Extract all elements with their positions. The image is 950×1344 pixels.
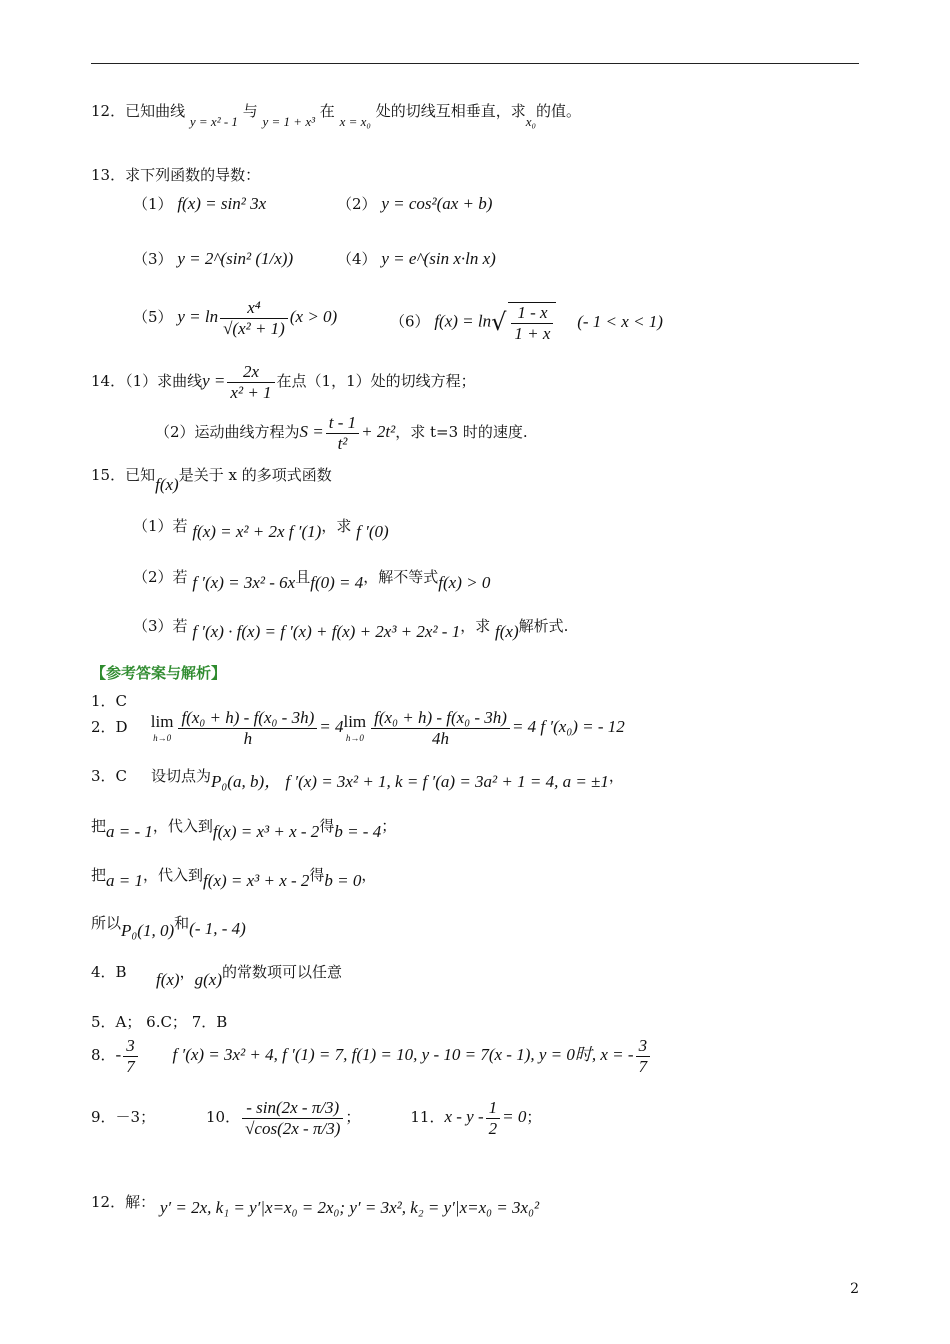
answer-label: 2．D [91, 718, 128, 737]
b2-pre: 把 [91, 866, 107, 884]
b2-mid: ，代入到 [143, 866, 204, 884]
q12-text: 已知曲线 [125, 102, 186, 120]
b1-a: a = - 1 [106, 822, 153, 841]
item-expr-post: (- 1 < x < 1) [577, 311, 663, 331]
q15-p2-ineq: f(x) > 0 [438, 573, 491, 592]
fraction [123, 1036, 138, 1076]
numerator: 1 - x [511, 303, 553, 324]
q14-p1-label: （1）求曲线 [125, 372, 203, 391]
answer-9-11 [91, 1098, 541, 1138]
fraction [371, 708, 510, 748]
fraction [636, 1036, 651, 1076]
item-label: （3） [133, 250, 173, 268]
q15-p2-label: （2）若 [133, 568, 188, 586]
answer-4 [91, 962, 342, 989]
q12-text4: 处的切线互相垂直，求 [375, 102, 526, 120]
denominator: 7 [638, 1056, 648, 1076]
q15-p1-label: （1）若 [133, 517, 188, 535]
fraction [486, 1098, 501, 1138]
item-expr-pre: y = ln [177, 307, 219, 327]
denominator: 2 [488, 1118, 498, 1138]
answer-label: 4．B [91, 963, 127, 981]
q15-p1-text: ，求 [321, 517, 352, 535]
a11-eq2: = 0 [502, 1107, 527, 1127]
b1-b: b = - 4 [334, 822, 382, 841]
numerator: - sin(2x - π/3) [242, 1098, 343, 1119]
question-number: 12． [91, 102, 126, 120]
page-number: 2 [850, 1281, 859, 1297]
limit [151, 712, 174, 743]
question-number: 15． [91, 466, 126, 484]
q12-eq3: x = x₀ [339, 114, 371, 129]
denominator: 4h [432, 728, 450, 748]
q14-s: S = [299, 422, 324, 442]
fraction [178, 708, 317, 748]
a10-end: ； [345, 1108, 361, 1127]
q13-item-2 [337, 194, 492, 214]
answer-3 [91, 766, 624, 791]
lim-text: lim [343, 712, 367, 732]
q14-y: y = [202, 371, 226, 391]
lim-sub: h→0 [153, 732, 172, 743]
question-number: 13． [91, 166, 126, 184]
q14-p2-label: （2）运动曲线方程为 [155, 423, 300, 442]
answer-12 [91, 1192, 540, 1217]
q15-text1: 已知 [125, 466, 156, 484]
denominator: 1 + x [514, 323, 551, 343]
question-13 [91, 166, 260, 184]
fraction [227, 362, 274, 402]
answer-8 [91, 1036, 652, 1076]
a3-text: 设切点为 [151, 767, 212, 785]
q12-eq2: y = 1 + x³ [262, 114, 315, 129]
lim-sub: h→0 [345, 732, 364, 743]
item-label: （2） [337, 195, 377, 213]
fraction [326, 413, 359, 453]
a11-end: ； [526, 1108, 542, 1127]
q15-p2-and: 且 [295, 568, 311, 586]
sqrt-icon: √ [491, 308, 507, 337]
answer-label: 3．C [91, 767, 128, 785]
a9-text: 9．－3； [91, 1108, 156, 1127]
numerator: 1 [486, 1098, 501, 1119]
b2-de: 得 [309, 866, 325, 884]
fraction [508, 302, 556, 343]
numerator: 2x [227, 362, 274, 383]
q13-item-5 [133, 298, 337, 338]
q13-item-1 [133, 194, 266, 214]
numerator: x⁴ [220, 298, 288, 319]
q15-p1-eq: f(x) = x² + 2x f ′(1) [192, 522, 322, 541]
b1-mid: ，代入到 [152, 817, 213, 835]
b2-f: f(x) = x³ + x - 2 [203, 871, 310, 890]
a2-mid: = 4 [319, 717, 344, 737]
question-12 [91, 102, 582, 129]
answer-3-line3 [91, 865, 377, 890]
q14-p2-text: ，求 t=3 时的速度. [395, 423, 528, 442]
a2-end: = 4 f ′(x₀) = - 12 [511, 717, 625, 737]
a11-label: 11． [410, 1108, 445, 1127]
denominator: √cos(2x - π/3) [245, 1118, 341, 1138]
a8-minus: - [115, 1045, 122, 1065]
q15-p3-fx: f(x) [495, 622, 519, 641]
answer-label: 12．解： [91, 1193, 156, 1211]
q15-p3-label: （3）若 [133, 617, 188, 635]
answer-text: 1．C [91, 692, 128, 710]
q13-item-6 [390, 302, 663, 343]
q12-text2: 与 [242, 102, 258, 120]
q15-p2-text: ，解不等式 [363, 568, 439, 586]
question-14-part1 [91, 362, 476, 402]
question-15 [91, 465, 332, 494]
b1-f: f(x) = x³ + x - 2 [212, 822, 320, 841]
answer-3-line4 [91, 913, 246, 940]
b1-pre: 把 [91, 817, 107, 835]
q15-p2-eq: f ′(x) = 3x² - 6x [192, 573, 296, 592]
q13-text: 求下列函数的导数： [125, 166, 261, 184]
a3-eq: ， f ′(x) = 3x² + 1, k = f ′(a) = 3a² + 1 = 4, a = ±1 [264, 772, 609, 791]
answer-2 [91, 708, 625, 748]
q12-eq4: x₀ [525, 114, 537, 129]
item-label: （4） [337, 250, 377, 268]
fraction [220, 298, 288, 338]
item-expr-pre: f(x) = ln [434, 311, 492, 331]
q13-item-4 [337, 249, 496, 269]
a4-f: f(x) [156, 970, 180, 989]
denominator: 7 [126, 1056, 135, 1076]
q12-text3: 在 [319, 102, 335, 120]
b3-q: (- 1, - 4) [189, 919, 246, 938]
q15-p3-text: ，求 [460, 617, 491, 635]
question-14-part2 [155, 413, 528, 453]
q12-text5: 的值。 [536, 102, 582, 120]
a12-eq: y′ = 2x, k₁ = y′|x=x₀ = 2x₀; y′ = 3x², k₂ = y′|x=x₀ = 3x₀² [159, 1198, 540, 1217]
a4-comma: ， [179, 963, 195, 981]
q14-p1-text: 在点（1，1）处的切线方程； [276, 372, 476, 391]
b2-a: a = 1 [106, 871, 143, 890]
a3-point: P₀(a, b) [211, 772, 265, 791]
question-number: 14． [91, 372, 126, 391]
b1-de: 得 [319, 817, 335, 835]
numerator: f(x₀ + h) - f(x₀ - 3h) [178, 708, 317, 729]
q15-part2 [133, 567, 491, 592]
item-label: （1） [133, 195, 173, 213]
b1-end: ； [381, 817, 397, 835]
answers-heading-text: 【参考答案与解析】 [91, 664, 227, 682]
b3-p: P₀(1, 0) [121, 921, 175, 940]
item-expr: f(x) = sin² 3x [177, 194, 267, 213]
q15-text2: 是关于 x 的多项式函数 [178, 466, 332, 484]
denominator: √(x² + 1) [223, 318, 285, 338]
a3-comma: ， [608, 767, 624, 785]
q15-p3-end: 解析式. [518, 617, 569, 635]
b2-b: b = 0 [324, 871, 362, 890]
denominator: t² [337, 433, 348, 453]
q15-p1-ask: f ′(0) [356, 522, 389, 541]
header-rule [91, 63, 859, 64]
answer-label: 8． [91, 1046, 116, 1065]
q15-fx: f(x) [155, 475, 179, 494]
lim-text: lim [150, 712, 174, 732]
numerator: t - 1 [326, 413, 359, 434]
q14-tail: + 2t² [361, 422, 396, 442]
a10-label: 10． [206, 1108, 241, 1127]
denominator: h [243, 728, 253, 748]
q13-item-3 [133, 249, 293, 269]
b3-pre: 所以 [91, 914, 122, 932]
answers-heading [91, 664, 226, 682]
item-expr: y = e^(sin x·ln x) [381, 249, 496, 268]
a4-g: g(x) [194, 970, 222, 989]
a11-eq1: x - y - [444, 1107, 484, 1127]
b2-end: ， [361, 866, 377, 884]
item-label: （6） [390, 312, 430, 331]
item-expr: y = 2^(sin² (1/x)) [177, 249, 294, 268]
item-expr: y = cos²(ax + b) [381, 194, 493, 213]
a4-text: 的常数项可以任意 [221, 963, 342, 981]
limit [343, 712, 366, 743]
answer-text: 5．A； 6.C； 7．B [91, 1013, 228, 1031]
q15-part1 [133, 516, 389, 541]
answer-3-line2 [91, 816, 397, 841]
a8-eq: f ′(x) = 3x² + 4, f ′(1) = 7, f(1) = 10, y - 10 = 7(x - 1), y = 0时, x = - [172, 1045, 634, 1065]
numerator: 3 [636, 1036, 651, 1057]
denominator: x² + 1 [230, 382, 272, 402]
q15-part3 [133, 616, 569, 641]
q15-p2-eq2: f(0) = 4 [310, 573, 364, 592]
fraction [242, 1098, 343, 1138]
q15-p3-eq: f ′(x) · f(x) = f ′(x) + f(x) + 2x³ + 2x² - 1 [192, 622, 461, 641]
numerator: 3 [123, 1036, 138, 1057]
item-expr-post: (x > 0) [289, 307, 338, 327]
item-label: （5） [133, 308, 173, 327]
q12-eq1: y = x² - 1 [189, 114, 238, 129]
answer-5-7 [91, 1013, 227, 1031]
numerator: f(x₀ + h) - f(x₀ - 3h) [371, 708, 510, 729]
b3-he: 和 [174, 914, 190, 932]
